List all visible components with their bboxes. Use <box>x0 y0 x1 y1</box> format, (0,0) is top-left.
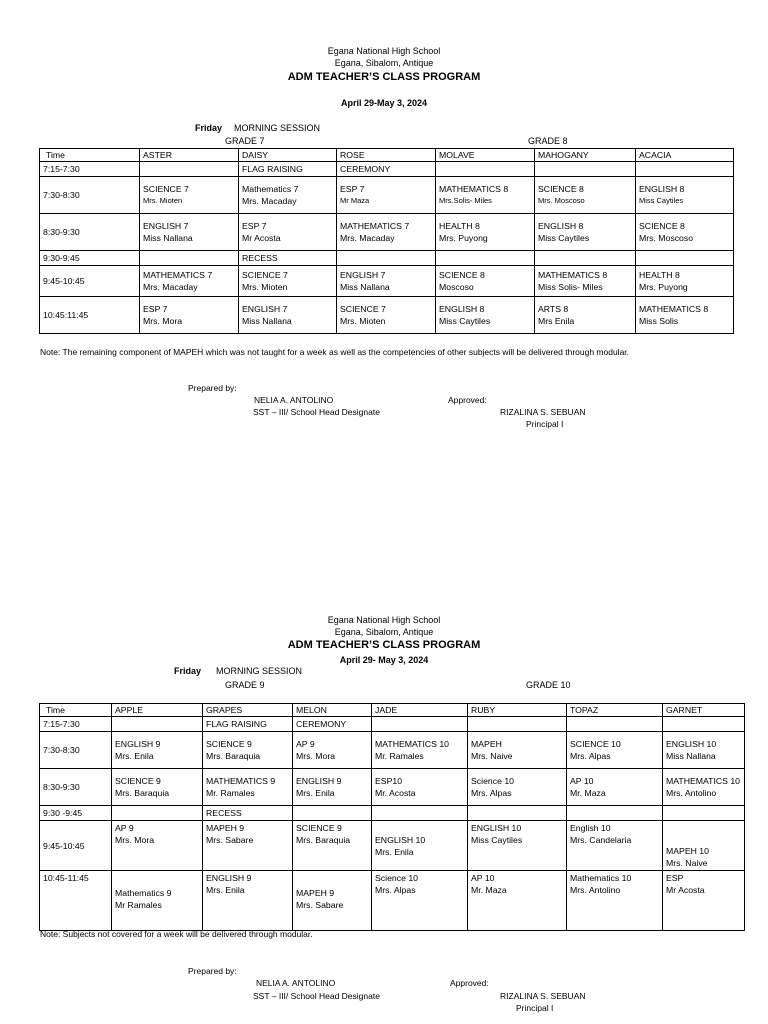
prepared-by-label: Prepared by: <box>188 383 237 393</box>
schedule-cell <box>535 297 636 334</box>
approver-name: RIZALINA S. SEBUAN <box>500 991 586 1001</box>
teacher-name: Mrs. Antolino <box>666 788 717 798</box>
schedule-cell <box>239 214 337 251</box>
schedule-cell <box>140 251 239 266</box>
school-name: Egana National High School <box>327 615 441 625</box>
schedule-cell <box>112 806 203 821</box>
schedule-cell <box>372 732 468 769</box>
time-cell: 7:15-7:30 <box>40 717 112 732</box>
subject-text: MATHEMATICS 9 <box>206 776 276 786</box>
teacher-name: Mr. Maza <box>570 788 606 798</box>
subject-text: ESP <box>666 873 684 883</box>
teacher-name: Mrs. Enila <box>115 751 154 761</box>
time-cell: 7:30-8:30 <box>40 177 140 214</box>
teacher-name: Mrs. Mioten <box>242 282 288 292</box>
subject-text: Science 10 <box>471 776 514 786</box>
subject-text: SCIENCE 8 <box>639 221 685 231</box>
schedule-cell <box>468 806 567 821</box>
teacher-name: Mrs. Mora <box>115 835 155 845</box>
teacher-name: Mr Acosta <box>242 233 281 243</box>
column-header: GARNET <box>663 704 745 717</box>
teacher-name: Miss Nallana <box>666 751 716 761</box>
column-header: MELON <box>293 704 372 717</box>
subject-text: ENGLISH 10 <box>375 834 426 845</box>
time-cell: 8:30-9:30 <box>40 214 140 251</box>
teacher-name: Mr Acosta <box>666 885 705 895</box>
schedule-cell <box>535 177 636 214</box>
school-address: Egana, Sibalom, Antique <box>334 58 434 68</box>
grade-left-label: GRADE 7 <box>225 136 265 146</box>
schedule-cell <box>140 162 239 177</box>
schedule-cell <box>203 717 293 732</box>
teacher-name: Miss Caytiles <box>439 316 491 326</box>
schedule-cell <box>239 177 337 214</box>
teacher-name: Miss Caytiles <box>471 835 523 845</box>
column-header: TOPAZ <box>567 704 663 717</box>
subject-text: ESP10 <box>375 776 403 786</box>
approver-title: Principal I <box>516 1003 554 1013</box>
subject-text: MAPEH 10 <box>666 846 709 856</box>
schedule-table <box>39 148 734 334</box>
preparer-name: NELIA A. ANTOLINO <box>254 395 334 405</box>
schedule-cell <box>567 769 663 806</box>
schedule-cell <box>239 251 337 266</box>
subject-text: MATHEMATICS 7 <box>143 270 213 280</box>
teacher-name: Mrs. Enila <box>206 885 245 895</box>
time-cell: 9:30-9:45 <box>40 251 140 266</box>
table-row <box>40 162 734 177</box>
subject-text: SCIENCE 7 <box>143 184 189 194</box>
subject-text: ENGLISH 7 <box>242 304 288 314</box>
subject-text: ENGLISH 7 <box>340 270 386 280</box>
prepared-by-label: Prepared by: <box>188 966 237 976</box>
column-header: APPLE <box>112 704 203 717</box>
schedule-cell <box>337 266 436 297</box>
column-header: MOLAVE <box>436 149 535 162</box>
schedule-cell <box>663 717 745 732</box>
schedule-cell <box>337 162 436 177</box>
teacher-name: Mrs. Puyong <box>439 233 488 243</box>
time-cell: 9:45-10:45 <box>40 821 112 871</box>
schedule-cell <box>203 821 293 871</box>
teacher-name: Mrs. Mora <box>143 316 183 326</box>
schedule-cell <box>140 214 239 251</box>
schedule-cell <box>372 769 468 806</box>
teacher-name: Mrs. Mora <box>296 751 336 761</box>
subject-text: RECESS <box>242 253 278 263</box>
teacher-name: Miss Caytiles <box>538 233 590 243</box>
table-row <box>40 806 745 821</box>
table-row <box>40 214 734 251</box>
subject-text: Science 10 <box>375 873 418 883</box>
schedule-cell <box>436 177 535 214</box>
schedule-cell <box>337 214 436 251</box>
schedule-cell <box>663 871 745 931</box>
subject-text: ENGLISH 10 <box>666 739 717 749</box>
schedule-cell <box>436 251 535 266</box>
schedule-cell <box>203 806 293 821</box>
table-row <box>40 717 745 732</box>
schedule-cell <box>337 251 436 266</box>
subject-text: ENGLISH 9 <box>296 776 342 786</box>
schedule-cell <box>663 806 745 821</box>
subject-text: ENGLISH 7 <box>143 221 189 231</box>
subject-text: MATHEMATICS 8 <box>439 184 509 194</box>
teacher-name: Mrs. Macaday <box>340 233 395 243</box>
column-header: JADE <box>372 704 468 717</box>
schedule-cell <box>436 266 535 297</box>
subject-text: CEREMONY <box>340 164 391 174</box>
schedule-cell <box>203 769 293 806</box>
subject-text: ENGLISH 8 <box>639 184 685 194</box>
subject-text: ENGLISH 10 <box>471 823 522 833</box>
schedule-cell <box>535 162 636 177</box>
schedule-cell <box>663 769 745 806</box>
schedule-cell <box>293 717 372 732</box>
teacher-name: Mrs. Moscoso <box>639 233 694 243</box>
subject-text: SCIENCE 10 <box>570 739 621 749</box>
schedule-cell <box>468 821 567 871</box>
schedule-cell <box>112 769 203 806</box>
subject-text: AP 9 <box>296 739 315 749</box>
teacher-name: Miss Nallana <box>143 233 193 243</box>
preparer-title: SST – III/ School Head Designate <box>253 407 380 417</box>
teacher-name: Miss Caytiles <box>639 196 684 205</box>
note-text: Note: The remaining component of MAPEH which was not taught for a week as well as the competencies of other subjects will be delivered through modular. <box>40 347 630 357</box>
column-header: ASTER <box>140 149 239 162</box>
schedule-cell <box>636 251 734 266</box>
schedule-cell <box>535 266 636 297</box>
teacher-name: Miss Solis- Miles <box>538 282 603 292</box>
schedule-cell <box>140 266 239 297</box>
schedule-cell <box>535 214 636 251</box>
schedule-cell <box>140 297 239 334</box>
teacher-name: Mr. Maza <box>471 885 507 895</box>
schedule-cell <box>636 266 734 297</box>
schedule-cell <box>567 717 663 732</box>
table-row <box>40 821 745 871</box>
approver-name: RIZALINA S. SEBUAN <box>500 407 586 417</box>
teacher-name: Mrs. Enila <box>296 788 335 798</box>
schedule-cell <box>636 162 734 177</box>
teacher-name: Mrs. Naive <box>471 751 513 761</box>
day-label: Friday <box>195 123 223 133</box>
schedule-cell <box>372 821 468 871</box>
teacher-name: Mrs. Sabare <box>296 900 344 910</box>
table-header-row <box>40 149 734 162</box>
subject-text: FLAG RAISING <box>242 164 303 174</box>
school-name: Egana National High School <box>327 46 441 56</box>
time-cell: 10:45:11:45 <box>40 297 140 334</box>
teacher-name: Mrs. Candelaria <box>570 835 632 845</box>
schedule-cell <box>293 806 372 821</box>
table-row <box>40 251 734 266</box>
subject-text: SCIENCE 9 <box>206 739 252 749</box>
teacher-name: Mrs. Puyong <box>639 282 688 292</box>
schedule-cell <box>567 732 663 769</box>
teacher-name: Mrs. Mioten <box>340 316 386 326</box>
table-header-row <box>40 704 745 717</box>
schedule-cell <box>239 266 337 297</box>
approved-label: Approved: <box>450 978 489 988</box>
schedule-cell <box>293 732 372 769</box>
subject-text: ARTS 8 <box>538 304 569 314</box>
subject-text: HEALTH 8 <box>439 221 480 231</box>
subject-text: ENGLISH 8 <box>439 304 485 314</box>
subject-text: ENGLISH 8 <box>538 221 584 231</box>
schedule-cell <box>112 871 203 931</box>
subject-text: ESP 7 <box>340 184 365 194</box>
subject-text: SCIENCE 9 <box>296 823 342 833</box>
schedule-cell <box>663 821 745 871</box>
schedule-cell <box>636 297 734 334</box>
schedule-cell <box>535 251 636 266</box>
preparer-name: NELIA A. ANTOLINO <box>256 978 336 988</box>
schedule-cell <box>436 162 535 177</box>
subject-text: SCIENCE 8 <box>439 270 485 280</box>
subject-text: MAPEH <box>471 739 502 749</box>
teacher-name: Mrs. Naive <box>666 858 708 868</box>
teacher-name: Miss Nallana <box>242 316 292 326</box>
subject-text: MATHEMATICS 10 <box>375 739 450 749</box>
teacher-name: Mr. Acosta <box>375 788 416 798</box>
subject-text: ENGLISH 9 <box>206 873 252 883</box>
program-date: April 29-May 3, 2024 <box>340 98 428 108</box>
subject-text: AP 10 <box>471 873 495 883</box>
program-title: ADM TEACHER’S CLASS PROGRAM <box>287 71 481 83</box>
column-header: RUBY <box>468 704 567 717</box>
day-label: Friday <box>174 666 202 676</box>
column-header: ACACIA <box>636 149 734 162</box>
table-row <box>40 769 745 806</box>
schedule-table <box>39 703 745 931</box>
subject-text: MATHEMATICS 10 <box>666 776 741 786</box>
teacher-name: Miss Nallana <box>340 282 390 292</box>
schedule-cell <box>567 821 663 871</box>
subject-text: AP 10 <box>570 776 594 786</box>
schedule-cell <box>372 806 468 821</box>
schedule-cell <box>337 297 436 334</box>
table-row <box>40 177 734 214</box>
teacher-name: Mrs Enila <box>538 316 575 326</box>
grade-right-label: GRADE 8 <box>528 136 568 146</box>
schedule-cell <box>468 717 567 732</box>
teacher-name: Mrs. Antolino <box>570 885 621 895</box>
table-row <box>40 266 734 297</box>
grade-right-label: GRADE 10 <box>526 680 571 690</box>
teacher-name: Mrs. Alpas <box>471 788 512 798</box>
teacher-name: Mrs. Moscoso <box>538 196 585 205</box>
schedule-cell <box>140 177 239 214</box>
subject-text: SCIENCE 7 <box>340 304 386 314</box>
subject-text: MATHEMATICS 8 <box>639 304 709 314</box>
preparer-title: SST – III/ School Head Designate <box>253 991 380 1001</box>
subject-text: SCIENCE 8 <box>538 184 584 194</box>
teacher-name: Mr. Ramales <box>206 788 255 798</box>
approved-label: Approved: <box>448 395 487 405</box>
schedule-cell <box>468 871 567 931</box>
schedule-cell <box>468 732 567 769</box>
teacher-name: Mr Ramales <box>115 900 162 910</box>
schedule-cell <box>203 732 293 769</box>
teacher-name: Mrs. Sabare <box>206 835 254 845</box>
column-header: ROSE <box>337 149 436 162</box>
teacher-name: Mrs. Baraquia <box>296 835 351 845</box>
teacher-name: Mrs. Enila <box>375 846 414 857</box>
subject-text: RECESS <box>206 808 242 818</box>
teacher-name: Mrs. Macaday <box>143 282 198 292</box>
program-title: ADM TEACHER’S CLASS PROGRAM <box>287 639 481 651</box>
session-label: MORNING SESSION <box>234 123 321 133</box>
column-header: GRAPES <box>203 704 293 717</box>
table-row <box>40 297 734 334</box>
schedule-cell <box>112 717 203 732</box>
schedule-cell <box>112 821 203 871</box>
subject-text: MATHEMATICS 7 <box>340 221 410 231</box>
schedule-cell <box>636 177 734 214</box>
teacher-name: Mrs. Alpas <box>375 885 416 895</box>
subject-text: ESP 7 <box>242 221 267 231</box>
teacher-name: Mrs. Macaday <box>242 196 297 206</box>
schedule-cell <box>293 871 372 931</box>
subject-text: ESP 7 <box>143 304 168 314</box>
teacher-name: Mrs. Mioten <box>143 196 183 205</box>
column-header: Time <box>40 704 112 717</box>
approver-title: Principal I <box>526 419 564 429</box>
subject-text: CEREMONY <box>296 719 347 729</box>
time-cell: 9:45-10:45 <box>40 266 140 297</box>
subject-text: MAPEH 9 <box>206 823 245 833</box>
schedule-cell <box>663 732 745 769</box>
subject-text: MAPEH 9 <box>296 888 335 898</box>
schedule-cell <box>468 769 567 806</box>
table-row <box>40 871 745 931</box>
teacher-name: Mrs. Baraquia <box>115 788 170 798</box>
column-header: MAHOGANY <box>535 149 636 162</box>
schedule-cell <box>436 297 535 334</box>
subject-text: AP 9 <box>115 823 134 833</box>
schedule-cell <box>112 732 203 769</box>
time-cell: 7:15-7:30 <box>40 162 140 177</box>
time-cell: 8:30-9:30 <box>40 769 112 806</box>
teacher-name: Mr. Ramales <box>375 751 424 761</box>
schedule-cell <box>337 177 436 214</box>
subject-text: Mathematics 10 <box>570 873 632 883</box>
teacher-name: Miss Solis <box>639 316 679 326</box>
program-date: April 29- May 3, 2024 <box>339 655 429 665</box>
session-label: MORNING SESSION <box>216 666 303 676</box>
subject-text: ENGLISH 9 <box>115 739 161 749</box>
subject-text: English 10 <box>570 823 611 833</box>
teacher-name: Mrs.Solis- Miles <box>439 196 492 205</box>
grade-left-label: GRADE 9 <box>225 680 265 690</box>
schedule-cell <box>239 162 337 177</box>
time-cell: 10:45-11:45 <box>40 871 112 931</box>
schedule-cell <box>436 214 535 251</box>
table-row <box>40 732 745 769</box>
subject-text: SCIENCE 7 <box>242 270 288 280</box>
schedule-cell <box>293 821 372 871</box>
subject-text: SCIENCE 9 <box>115 776 161 786</box>
time-cell: 9:30 -9:45 <box>40 806 112 821</box>
teacher-name: Mrs. Baraquia <box>206 751 261 761</box>
time-cell: 7:30-8:30 <box>40 732 112 769</box>
teacher-name: Mr Maza <box>340 196 370 205</box>
school-address: Egana, Sibalom, Antique <box>334 627 434 637</box>
schedule-cell <box>239 297 337 334</box>
subject-text: Mathematics 7 <box>242 184 299 194</box>
teacher-name: Mrs. Alpas <box>570 751 611 761</box>
schedule-cell <box>567 806 663 821</box>
subject-text: Mathematics 9 <box>115 888 172 898</box>
schedule-cell <box>567 871 663 931</box>
column-header: Time <box>40 149 140 162</box>
subject-text: MATHEMATICS 8 <box>538 270 608 280</box>
note-text: Note: Subjects not covered for a week will be delivered through modular. <box>40 929 313 939</box>
schedule-cell <box>372 717 468 732</box>
column-header: DAISY <box>239 149 337 162</box>
schedule-cell <box>293 769 372 806</box>
subject-text: FLAG RAISING <box>206 719 267 729</box>
schedule-cell <box>203 871 293 931</box>
subject-text: HEALTH 8 <box>639 270 680 280</box>
schedule-cell <box>636 214 734 251</box>
schedule-cell <box>372 871 468 931</box>
teacher-name: Moscoso <box>439 282 474 292</box>
